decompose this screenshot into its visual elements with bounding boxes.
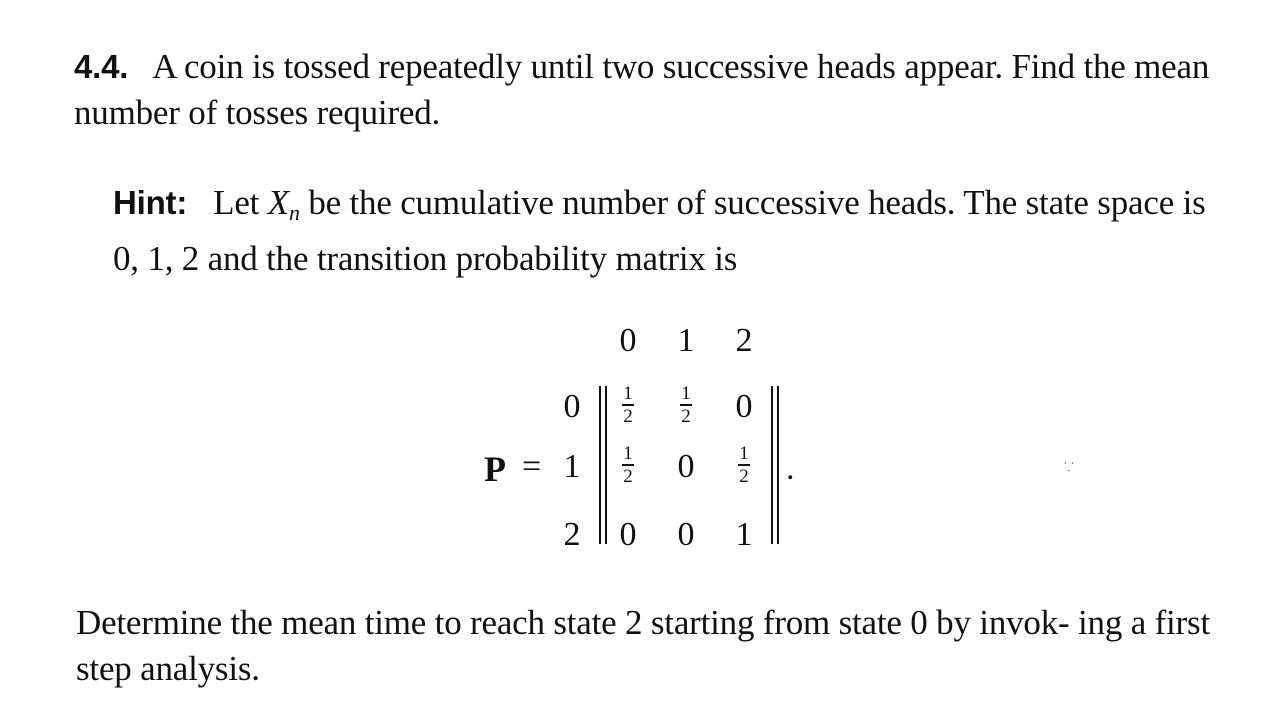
scan-speck-decoration: ⸪: [1064, 460, 1074, 474]
matrix-left-bar-inner: [605, 386, 607, 544]
matrix-cell-2-1: 0: [677, 516, 695, 553]
row-label-0: 0: [563, 388, 581, 425]
problem-statement: [74, 44, 1214, 136]
matrix-cell-2-0: 0: [619, 516, 637, 553]
hint-variable-symbol: X: [267, 183, 289, 222]
matrix-right-bar-inner: [771, 386, 773, 544]
row-label-1: 1: [563, 448, 581, 485]
matrix-cell-0-1: 1 2: [681, 383, 691, 427]
hint-text-before: Let: [213, 183, 260, 222]
problem-number: 4.4.: [74, 48, 129, 85]
hint-variable-subscript: n: [288, 200, 300, 225]
problem-text: A coin is tossed repeatedly until two successive heads appear. Find the mean number of tosses required.: [74, 47, 1210, 132]
matrix-left-bar-outer: [599, 386, 601, 544]
hint-text-after: be the cumulative number of successive heads. The state space is 0, 1, 2 and the transition probability matrix is: [113, 183, 1206, 278]
column-header-2: 2: [735, 322, 753, 359]
column-header-1: 1: [677, 322, 695, 359]
hint-paragraph: [113, 180, 1213, 282]
matrix-cell-1-1: 0: [677, 448, 695, 485]
matrix-cell-0-0: 1 2: [623, 383, 633, 427]
matrix-cell-1-2: 1 2: [739, 443, 749, 487]
matrix-cell-2-2: 1: [735, 516, 753, 553]
matrix-symbol: P: [484, 449, 506, 489]
matrix-cell-0-2: 0: [735, 388, 753, 425]
equals-sign: =: [522, 448, 542, 485]
matrix-cell-1-0: 1 2: [623, 443, 633, 487]
hint-label: Hint:: [113, 184, 188, 221]
matrix-right-bar-outer: [777, 386, 779, 544]
row-label-2: 2: [563, 516, 581, 553]
hint-variable: [267, 183, 300, 225]
final-question: Determine the mean time to reach state 2 starting from state 0 by invok- ing a first step analysis.: [76, 603, 1210, 688]
column-header-0: 0: [619, 322, 637, 359]
matrix-period: .: [786, 450, 795, 487]
